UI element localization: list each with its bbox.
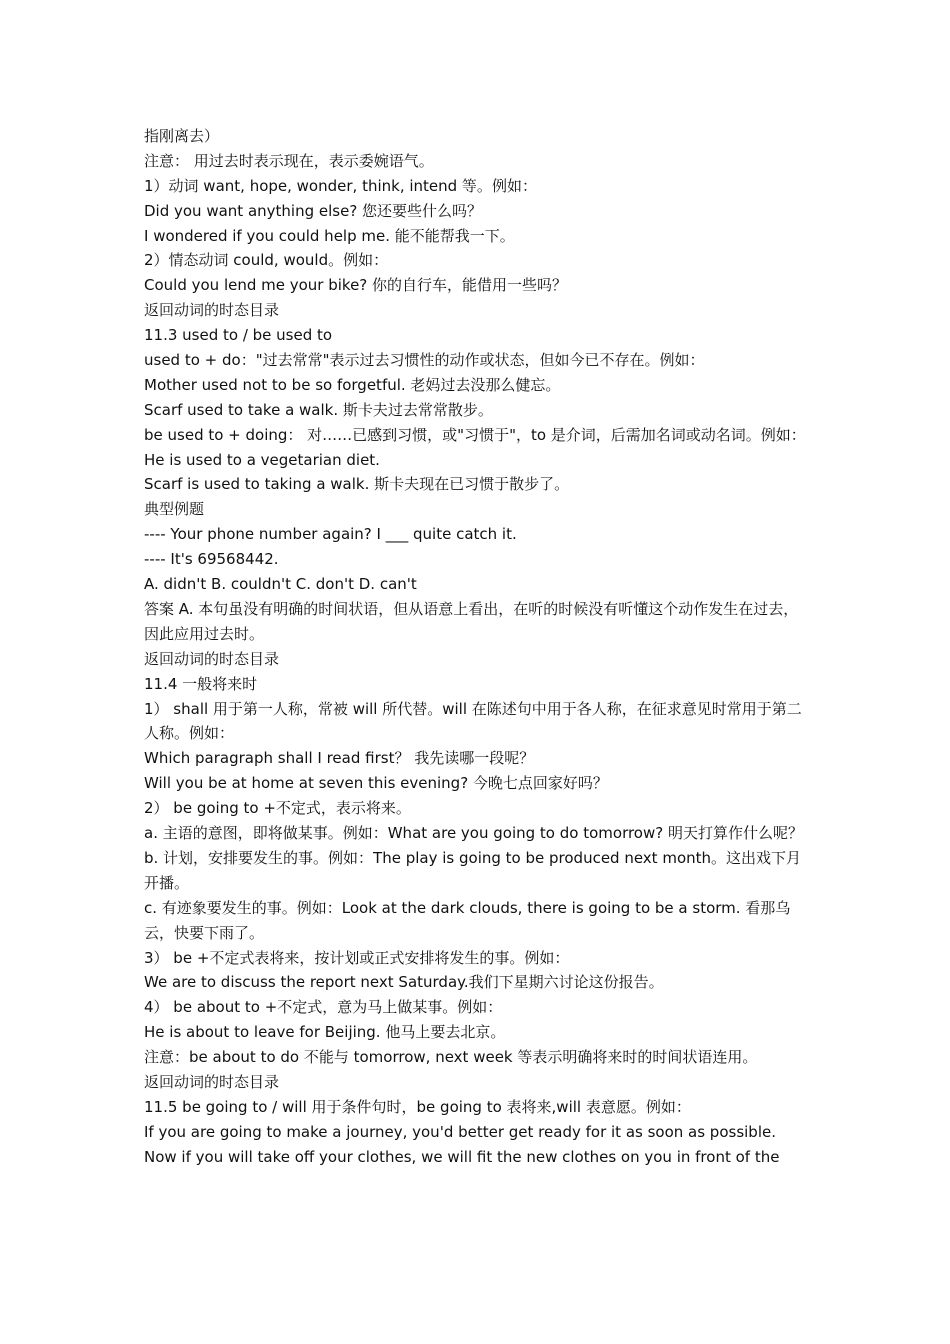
text-paragraph: a. 主语的意图，即将做某事。例如：What are you going to do tomorrow? 明天打算作什么呢？ [144, 824, 803, 843]
section-heading: 11.4 一般将来时 [144, 674, 258, 693]
text-line: Now if you will take off your clothes, we will fit the new clothes on you in front of the [144, 1147, 780, 1166]
text-line: 4） be about to +不定式，意为马上做某事。例如： [144, 998, 503, 1017]
text-line: Mother used not to be so forgetful. 老妈过去没那么健忘。 [144, 375, 561, 394]
text-line: A. didn't B. couldn't C. don't D. can't [144, 575, 417, 594]
text-line: I wondered if you could help me. 能不能帮我一下。 [144, 226, 515, 245]
text-paragraph: 答案 A. 本句虽没有明确的时间状语，但从语意上看出，在听的时候没有听懂这个动作发生在过去，因此应用过去时。 [144, 599, 799, 643]
text-line: Scarf is used to taking a walk. 斯卡夫现在已习惯于散步了。 [144, 475, 570, 494]
text-line: ---- Your phone number again? I ___ quite catch it. [144, 525, 517, 544]
text-line: 注意：be about to do 不能与 tomorrow, next week 等表示明确将来时的时间状语连用。 [144, 1048, 758, 1067]
text-line: 指刚离去） [144, 127, 220, 145]
text-line: 2）情态动词 could, would。例如： [144, 251, 389, 270]
document-body [144, 124, 814, 1170]
section-heading: 11.5 be going to / will 用于条件句时，be going to 表将来,will 表意愿。例如： [144, 1097, 691, 1116]
text-line: If you are going to make a journey, you'd better get ready for it as soon as possible. [144, 1122, 776, 1141]
text-line: Scarf used to take a walk. 斯卡夫过去常常散步。 [144, 400, 493, 419]
text-line: Could you lend me your bike? 你的自行车，能借用一些吗？ [144, 276, 568, 295]
text-paragraph: b. 计划，安排要发生的事。例如：The play is going to be produced next month。这出戏下月开播。 [144, 848, 802, 892]
text-line: Did you want anything else? 您还要些什么吗？ [144, 201, 483, 220]
text-line: Which paragraph shall I read first？ 我先读哪一段呢？ [144, 749, 535, 768]
text-paragraph: 1） shall 用于第一人称，常被 will 所代替。will 在陈述句中用于各人称，在征求意见时常用于第二人称。例如： [144, 699, 802, 743]
text-paragraph: c. 有迹象要发生的事。例如：Look at the dark clouds, there is going to be a storm. 看那乌云，快要下雨了。 [144, 898, 791, 942]
text-line: used to + do："过去常常"表示过去习惯性的动作或状态，但如今已不存在。例如： [144, 351, 705, 370]
text-paragraph: be used to + doing： 对……已感到习惯，或"习惯于"，to 是介词，后需加名词或动名词。例如： [144, 425, 806, 444]
back-to-toc-link[interactable]: 返回动词的时态目录 [144, 301, 280, 320]
text-line: Will you be at home at seven this evening? 今晚七点回家好吗？ [144, 774, 608, 793]
section-heading: 11.3 used to / be used to [144, 326, 333, 345]
text-line: We are to discuss the report next Saturday.我们下星期六讨论这份报告。 [144, 973, 664, 992]
section-subheading: 典型例题 [144, 500, 205, 519]
text-line: 2） be going to +不定式，表示将来。 [144, 799, 411, 818]
back-to-toc-link[interactable]: 返回动词的时态目录 [144, 1073, 280, 1091]
text-line: 3） be +不定式表将来，按计划或正式安排将发生的事。例如： [144, 948, 570, 967]
text-line: 1）动词 want, hope, wonder, think, intend 等。例如： [144, 176, 537, 195]
text-line: 注意： 用过去时表示现在，表示委婉语气。 [144, 151, 434, 170]
text-line: He is used to a vegetarian diet. [144, 450, 380, 469]
text-line: ---- It's 69568442. [144, 550, 279, 569]
text-line: He is about to leave for Beijing. 他马上要去北京。 [144, 1023, 506, 1042]
back-to-toc-link[interactable]: 返回动词的时态目录 [144, 649, 280, 668]
